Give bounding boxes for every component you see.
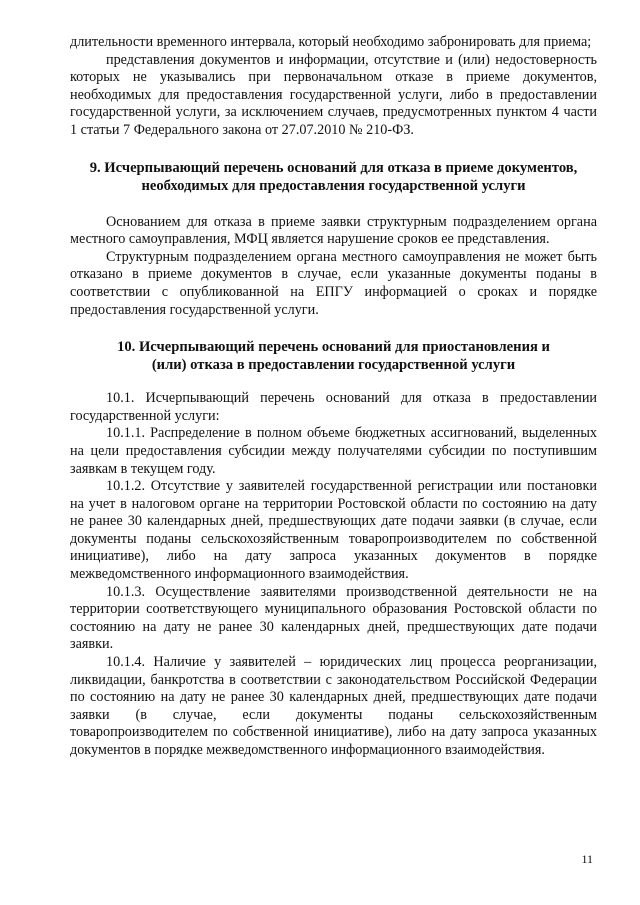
- paragraph-continuation: длительности временного интервала, который необходимо забронировать для приема;: [70, 34, 592, 50]
- clause-10-1-2: 10.1.2. Отсутствие у заявителей государственной регистрации или постановки на учет в налоговом органе на территории Ростовской области по состоянию на дату не ранее 30 календарных дней, предшествующих дате подачи заявки (в случае, если документы поданы сельскохозяйственным товаропроизводителем по собственной инициативе), либо на дату запроса указанных документов в порядке межведомственного информационного взаимодействия.: [70, 478, 597, 583]
- clause-10-1: 10.1. Исчерпывающий перечень оснований для отказа в предоставлении государственной услуги:: [70, 390, 597, 424]
- section-9-heading: 9. Исчерпывающий перечень оснований для отказа в приеме документов, необходимых для предоставления государственной услуги: [89, 159, 578, 194]
- page-number: 11: [581, 852, 593, 866]
- section-10-heading-line-1: 10. Исчерпывающий перечень оснований для приостановления и: [117, 339, 550, 356]
- paragraph: Структурным подразделением органа местного самоуправления не может быть отказано в приеме документов в случае, если указанные документы поданы в соответствии с опубликованной на ЕПГУ информацией о сроках и порядке предоставления государственной услуги.: [70, 248, 597, 318]
- paragraph: Основанием для отказа в приеме заявки структурным подразделением органа местного самоуправления, МФЦ является нарушение сроков ее представления.: [70, 213, 597, 248]
- clause-10-1-1: 10.1.1. Распределение в полном объеме бюджетных ассигнований, выделенных на цели предоставления субсидии между получателями субсидии по поступившим заявкам в текущем году.: [70, 425, 597, 477]
- clause-10-1-4: 10.1.4. Наличие у заявителей – юридических лиц процесса реорганизации, ликвидации, банкротства в соответствии с законодательством Российской Федерации по состоянию на дату не ранее 30 календарных дней, предшествующих дате подачи заявки (в случае, если документы поданы сельскохозяйственным товаропроизводителем по собственной инициативе), либо на дату запроса указанных документов в порядке межведомственного информационного взаимодействия.: [70, 654, 597, 758]
- paragraph: представления документов и информации, отсутствие и (или) недостоверность которых не указывались при первоначальном отказе в приеме документов, необходимых для предоставления государственной услуги, либо в предоставлении государственной услуги, за исключением случаев, предусмотренных пунктом 4 части 1 статьи 7 Федерального закона от 27.07.2010 № 210-ФЗ.: [70, 51, 597, 138]
- clause-10-1-3: 10.1.3. Осуществление заявителями производственной деятельности не на территории соответствующего муниципального образования Ростовской области по состоянию на дату не ранее 30 календарных дней, предшествующих дате подачи заявки.: [70, 583, 597, 653]
- document-page: [70, 34, 597, 760]
- section-10-heading-line-2: (или) отказа в предоставлении государственной услуги: [151, 357, 516, 374]
